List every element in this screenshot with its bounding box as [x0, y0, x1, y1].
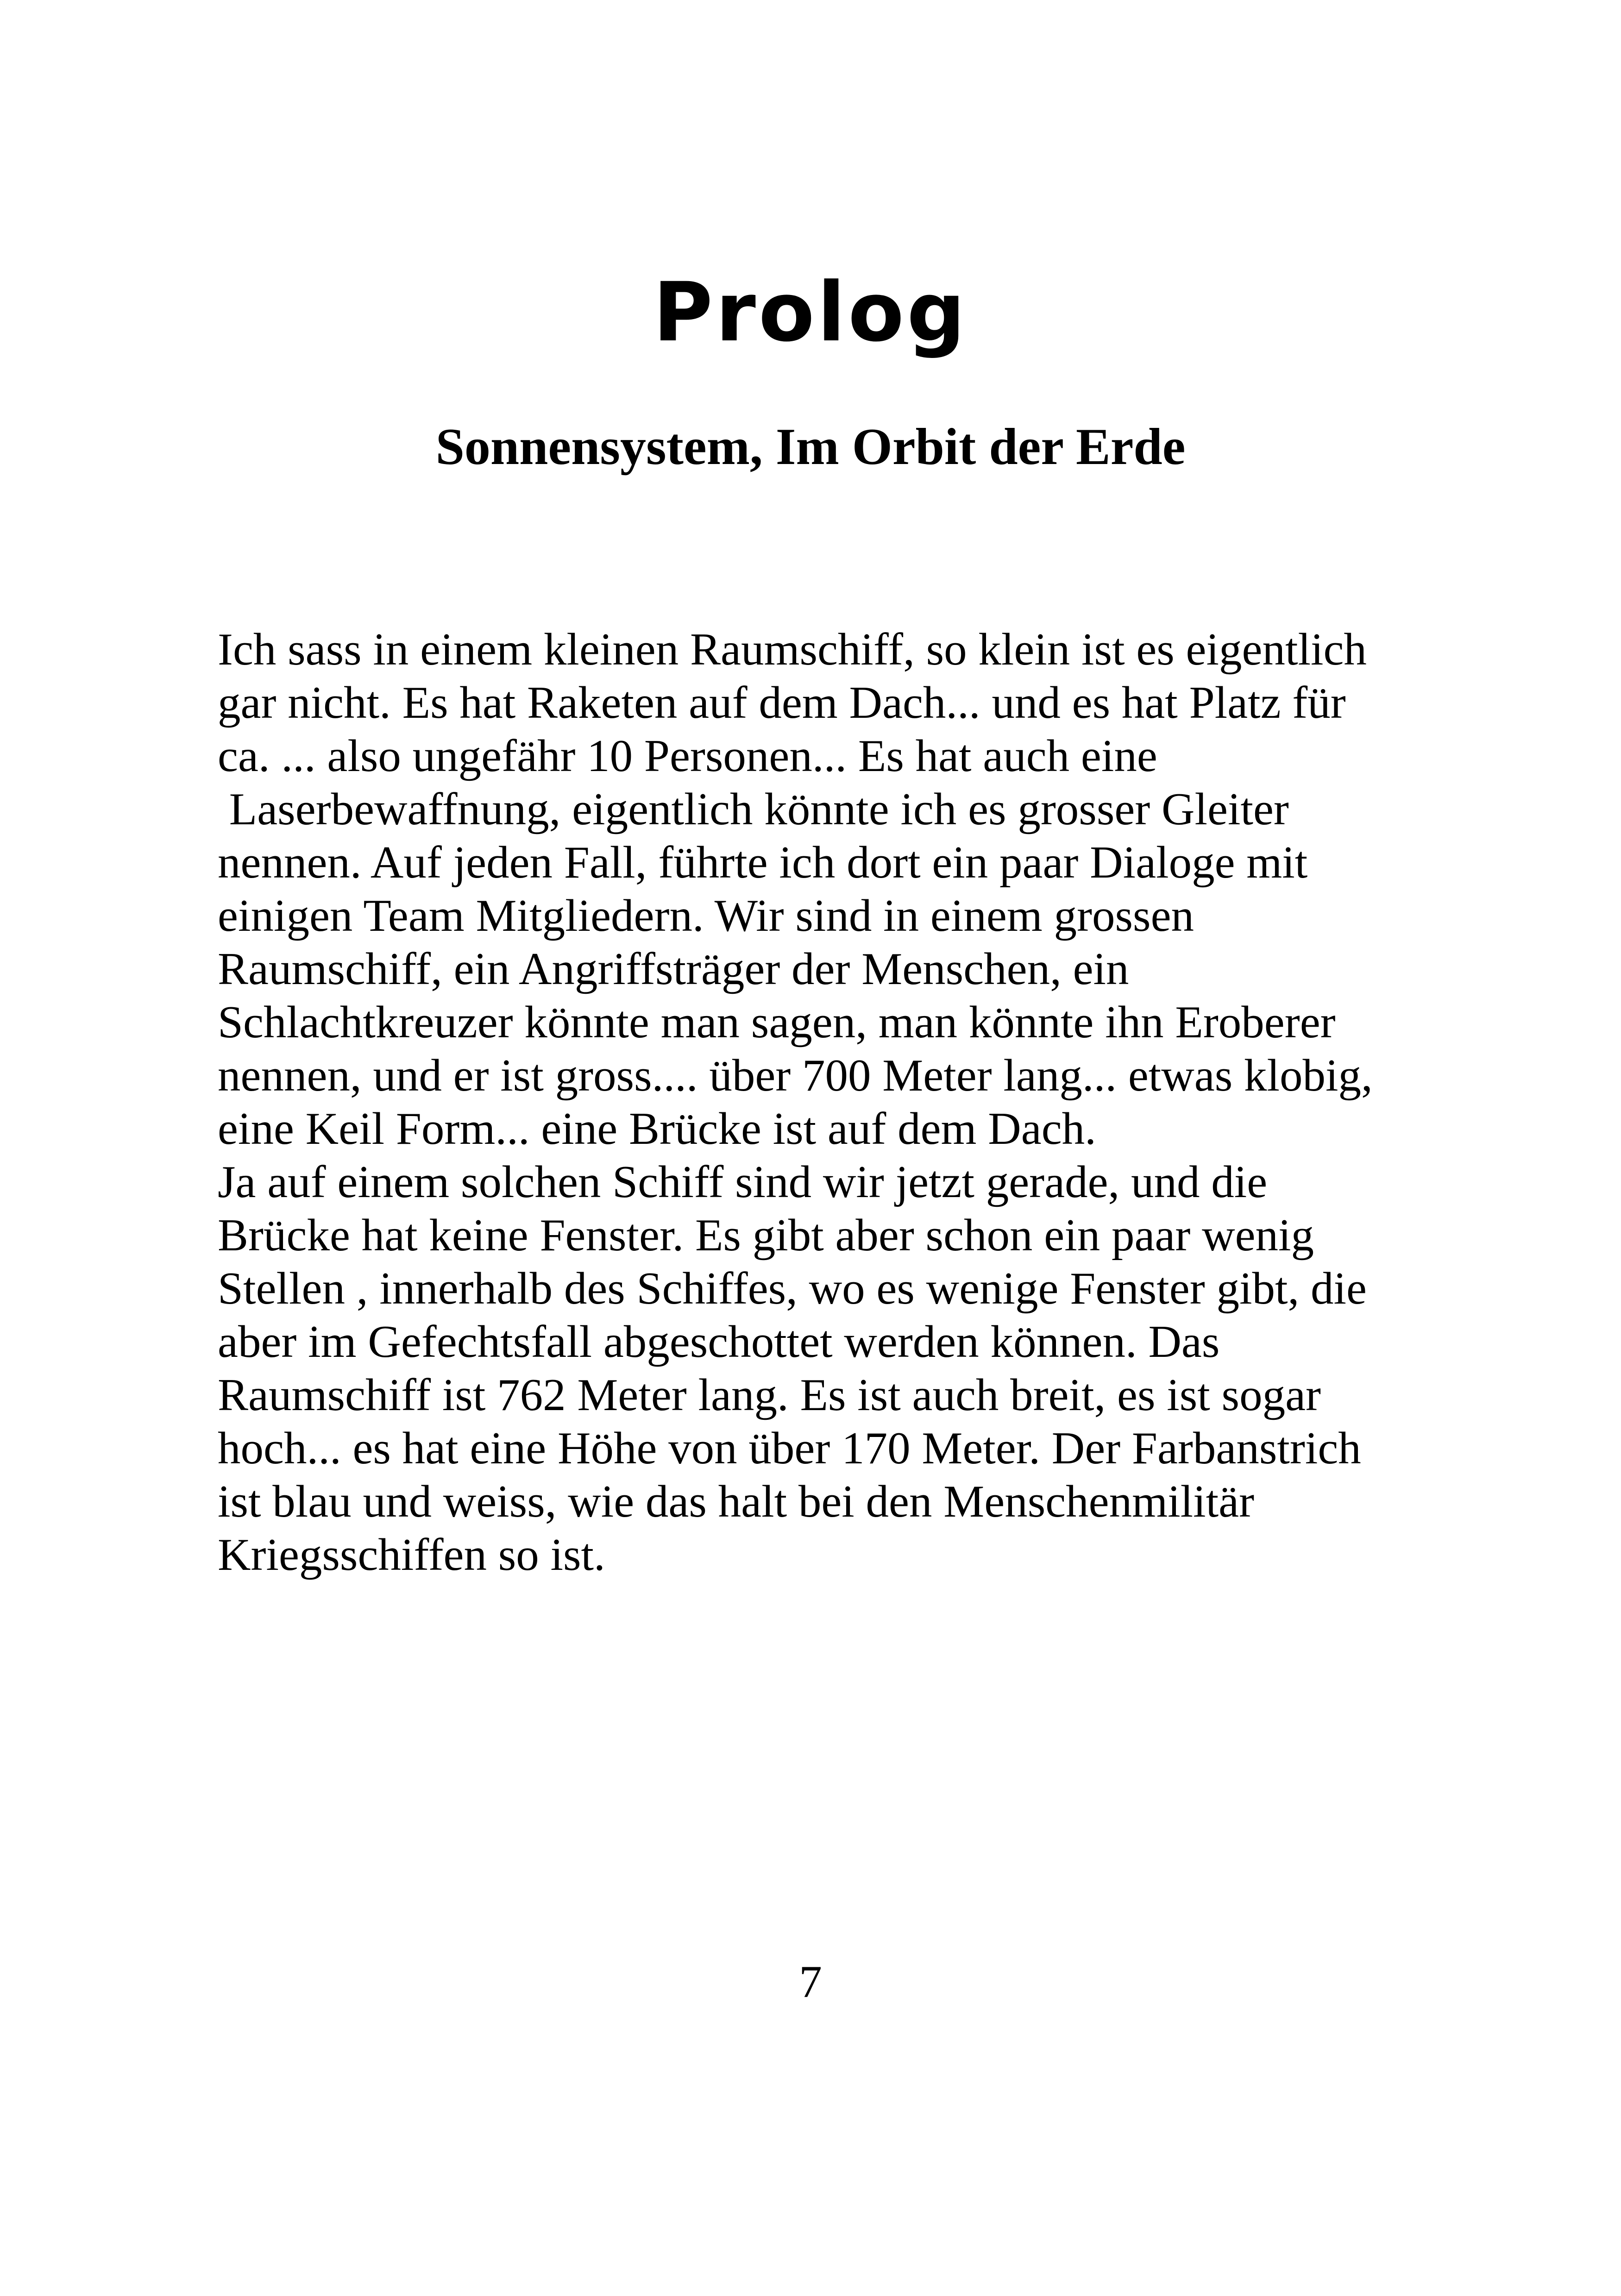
- text-line: Stellen , innerhalb des Schiffes, wo es wenige Fenster gibt, die: [218, 1263, 1367, 1314]
- chapter-title: Prolog: [653, 265, 968, 360]
- text-line: hoch... es hat eine Höhe von über 170 Meter. Der Farbanstrich: [218, 1423, 1361, 1474]
- text-line: ca. ... also ungefähr 10 Personen... Es hat auch eine: [218, 731, 1157, 781]
- page-number: 7: [799, 1957, 822, 2007]
- text-line: Laserbewaffnung, eigentlich könnte ich es grosser Gleiter: [218, 784, 1289, 834]
- chapter-subtitle: Sonnensystem, Im Orbit der Erde: [435, 418, 1186, 476]
- text-line: einigen Team Mitgliedern. Wir sind in einem grossen: [218, 891, 1194, 941]
- text-line: Raumschiff, ein Angriffsträger der Menschen, ein: [218, 944, 1129, 994]
- text-line: Raumschiff ist 762 Meter lang. Es ist auch breit, es ist sogar: [218, 1370, 1321, 1420]
- text-line: Schlachtkreuzer könnte man sagen, man könnte ihn Eroberer: [218, 997, 1336, 1048]
- text-line: gar nicht. Es hat Raketen auf dem Dach... und es hat Platz für: [218, 678, 1346, 728]
- text-line: ist blau und weiss, wie das halt bei den Menschenmilitär: [218, 1476, 1255, 1527]
- body-paragraph: [218, 623, 1431, 1581]
- text-line: aber im Gefechtsfall abgeschottet werden können. Das: [218, 1317, 1220, 1367]
- text-line: Brücke hat keine Fenster. Es gibt aber schon ein paar wenig: [218, 1210, 1314, 1261]
- text-line: eine Keil Form... eine Brücke ist auf dem Dach.: [218, 1104, 1096, 1154]
- text-line: Ich sass in einem kleinen Raumschiff, so klein ist es eigentlich: [218, 624, 1367, 675]
- text-line: nennen, und er ist gross.... über 700 Meter lang... etwas klobig,: [218, 1050, 1373, 1101]
- text-line: Kriegsschiffen so ist.: [218, 1530, 605, 1580]
- text-line: Ja auf einem solchen Schiff sind wir jetzt gerade, und die: [218, 1157, 1268, 1207]
- text-line: nennen. Auf jeden Fall, führte ich dort ein paar Dialoge mit: [218, 837, 1308, 888]
